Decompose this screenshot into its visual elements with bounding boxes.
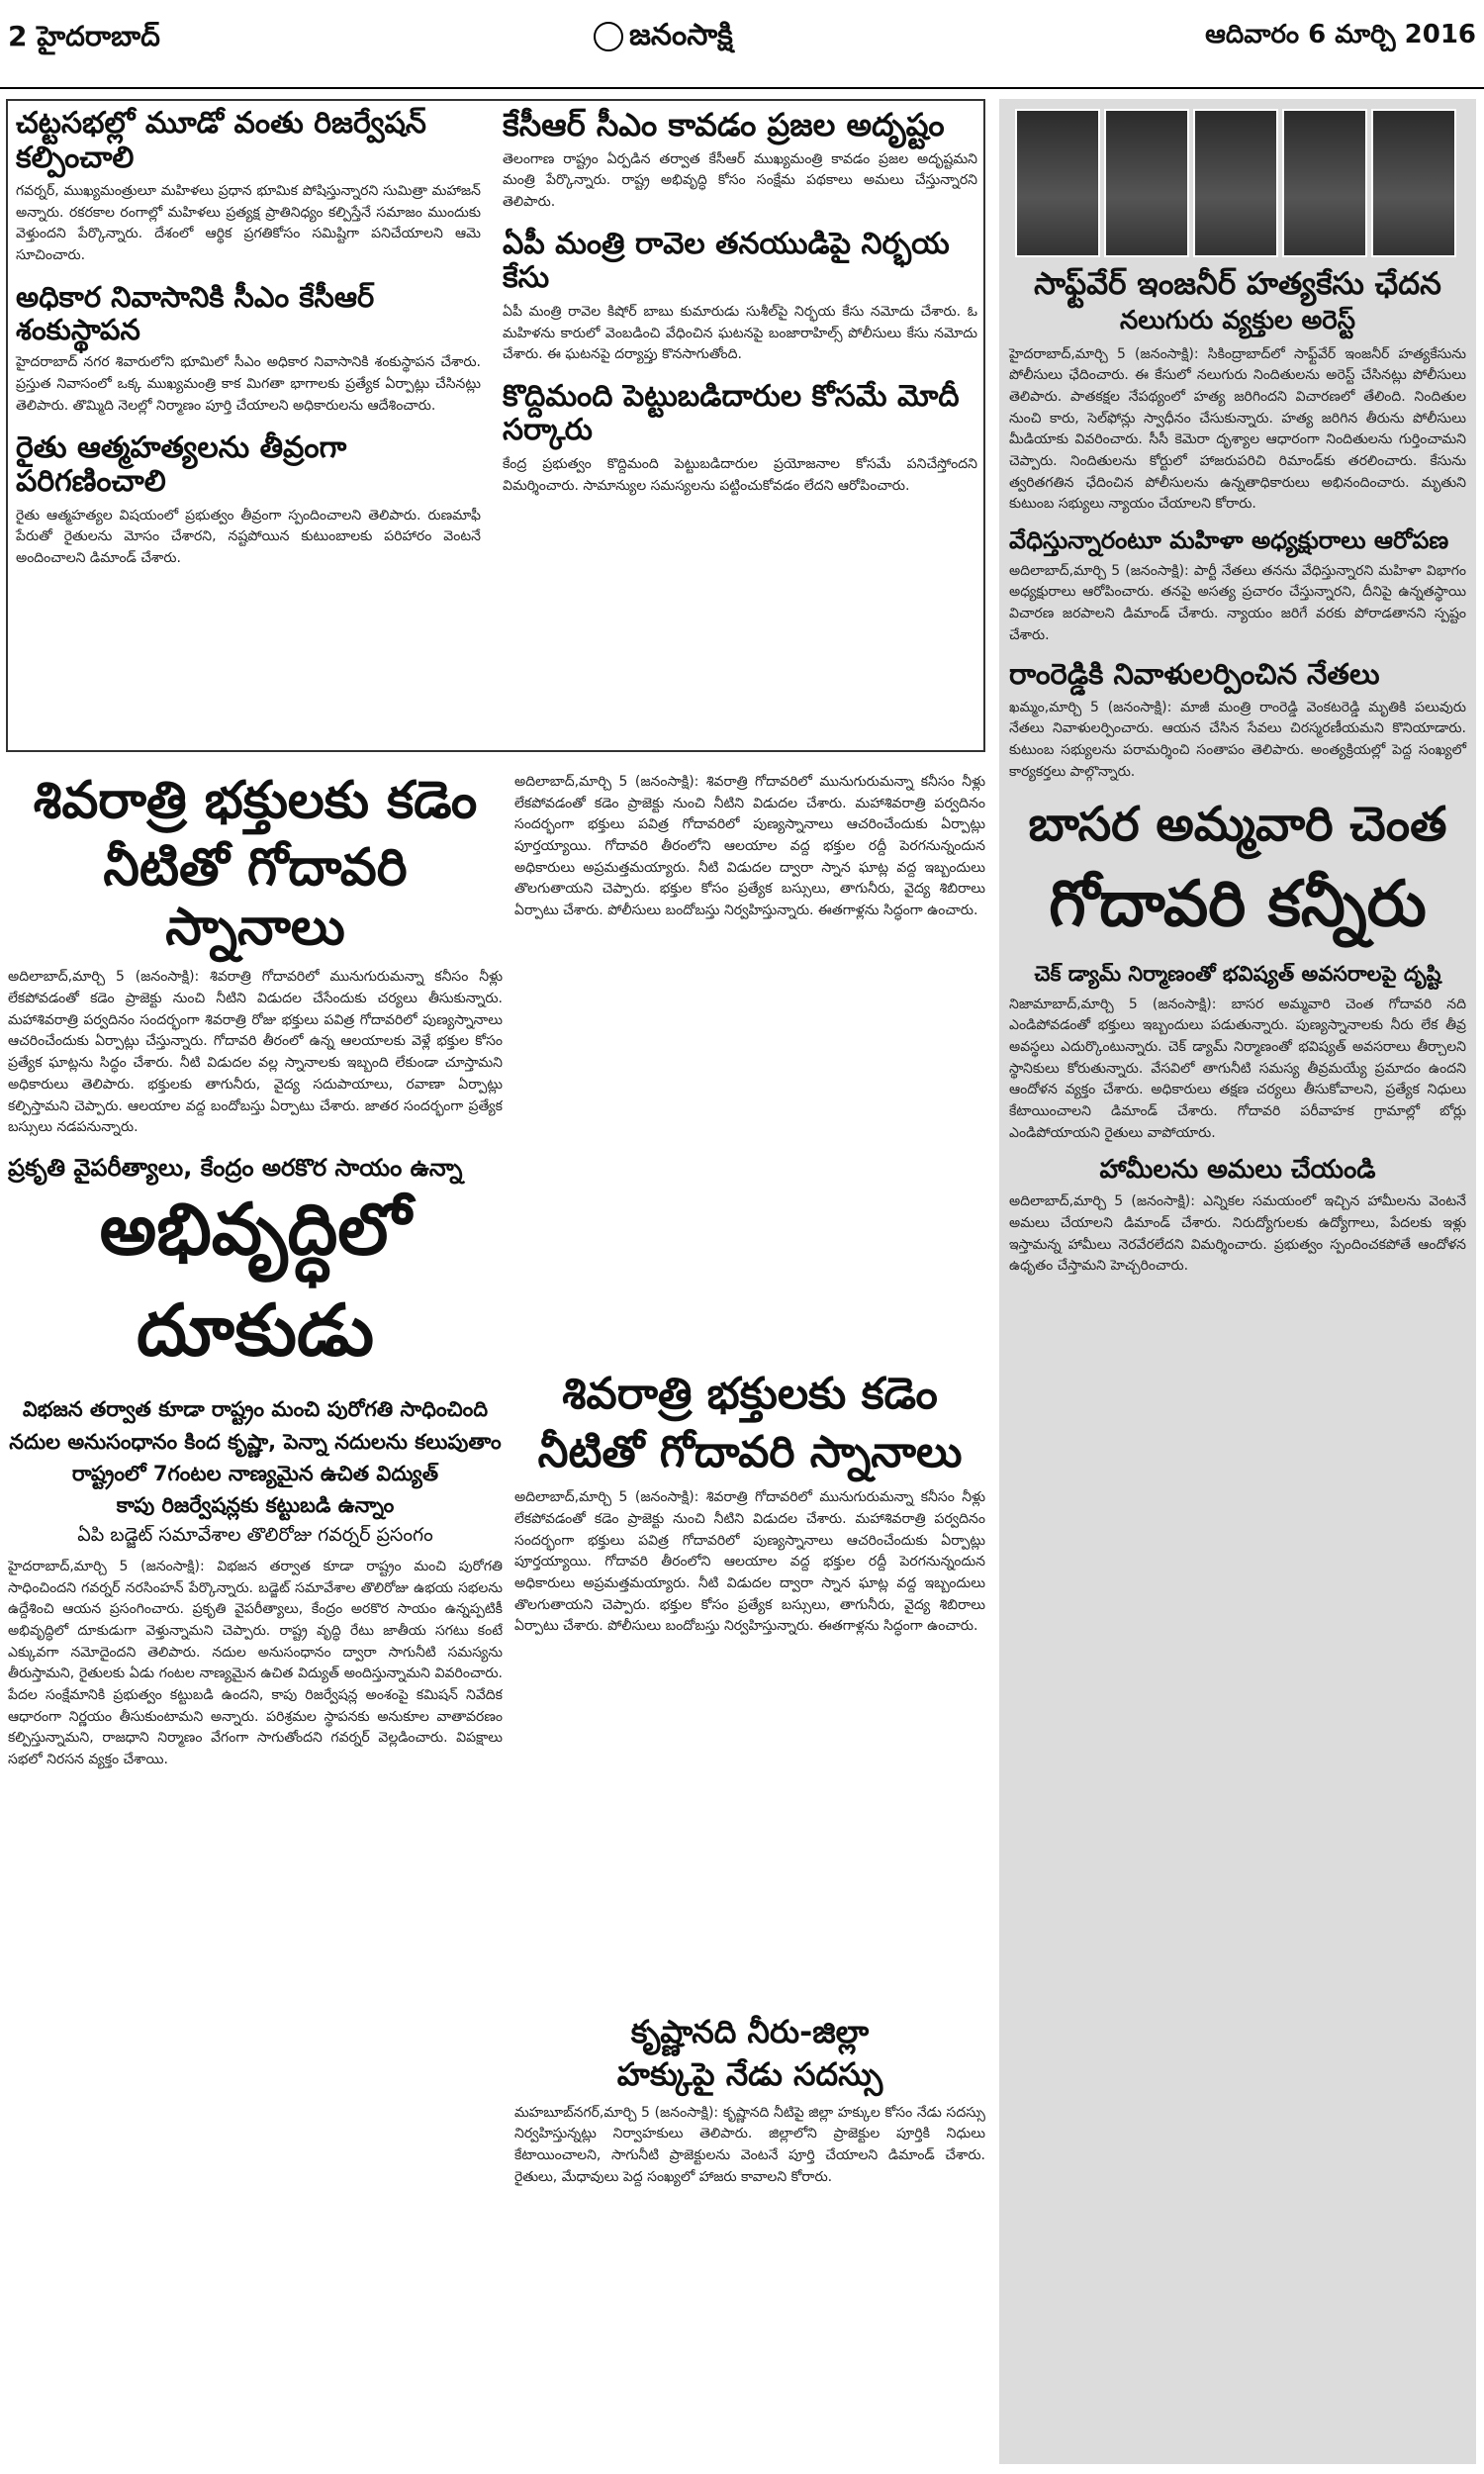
article-reservation: గవర్నర్, ముఖ్యమంత్రులూ మహిళలు ప్రధాన భూమిక పోషిస్తున్నారని సుమిత్రా మహాజన్ అన్నారు. రకరకాల రంగాల్లో మహిళలు ప్రత్యక్ష ప్రాతినిధ్యం కల్పిస్తేనే సమాజం ముందుకు వెళ్తుందని పేర్కొన్నారు. దేశంలో ఆర్థిక ప్రగతికోసం సమిష్టిగా పనిచేయాలని ఆమె సూచించారు. <box>16 183 481 264</box>
masthead <box>0 0 1484 89</box>
middle-column <box>514 772 985 2464</box>
headline-development: అభివృద్ధిలో దూకుడు <box>99 1188 412 1373</box>
article-nirbhaya-case: ఏపీ మంత్రి రావెల కిషోర్ బాబు కుమారుడు సుశీల్‌పై నిర్భయ కేసు నమోదు చేశారు. ఓ మహిళను కారులో వెంబడించి వేధించిన ఘటనపై బంజారాహిల్స్ పోలీసులు కేసు నమోదు చేశారు. ఈ ఘటనపై దర్యాప్తు కొనసాగుతోంది. <box>503 303 977 363</box>
headline-krishna-1: కృష్ణానది నీరు-జిల్లా <box>630 2013 870 2051</box>
headline-tribute: రాంరెడ్డికి నివాళులర్పించిన నేతలు <box>1009 657 1380 692</box>
headline-kcr-fortune: కేసీఆర్ సీఎం కావడం ప్రజల అదృష్టం <box>503 106 945 143</box>
brand-name: జనంసాక్షి <box>629 18 733 52</box>
subhead-rivers: నదుల అనుసంధానం కింద కృష్ణా, పెన్నా నదులను కలుపుతాం <box>9 1429 502 1454</box>
right-column <box>999 99 1476 2464</box>
suspect-photos <box>1015 109 1460 257</box>
kicker-development: ప్రకృతి వైపరీత్యాలు, కేంద్రం అరకొర సాయం ఉన్నా <box>8 1153 463 1182</box>
headline-reservation: చట్టసభల్లో మూడో వంతు రిజర్వేషన్ కల్పించాలి <box>16 106 426 175</box>
article-kcr-fortune: తెలంగాణ రాష్ట్రం ఏర్పడిన తర్వాత కేసీఆర్ ముఖ్యమంత్రి కావడం ప్రజల అదృష్టమని మంత్రి పేర్కొన్నారు. రాష్ట్ర అభివృద్ధి కోసం సంక్షేమ పథకాలు అమలు చేస్తున్నారని తెలిపారు. <box>503 150 977 211</box>
headline-shivaratri-mid-2: నీటితో గోదావరి స్నానాలు <box>537 1426 963 1477</box>
subhead-progress: విభజన తర్వాత కూడా రాష్ట్రం మంచి పురోగతి సాధించింది <box>22 1397 489 1422</box>
subhead-check-dam: చెక్ డ్యామ్ నిర్మాణంతో భవిష్యత్ అవసరాలపై దృష్టి <box>1034 962 1441 987</box>
article-modi-investors: కేంద్ర ప్రభుత్వం కొద్దిమంది పెట్టుబడిదారుల ప్రయోజనాల కోసమే పనిచేస్తోందని విమర్శించారు. సామాన్యుల సమస్యలను పట్టించుకోవడం లేదని ఆరోపించారు. <box>503 455 977 494</box>
article-tribute: ఖమ్మం,మార్చి 5 (జనంసాక్షి): మాజీ మంత్రి రాంరెడ్డి వెంకటరెడ్డి మృతికి పలువురు నేతలు నివాళులర్పించారు. ఆయన చేసిన సేవలు చిరస్మరణీయమని కొనియాడారు. కుటుంబ సభ్యులను పరామర్శించి సంతాపం తెలిపారు. అంత్యక్రియల్లో పెద్ద సంఖ్యలో కార్యకర్తలు పాల్గొన్నారు. <box>1009 699 1466 780</box>
article-basara: నిజామాబాద్,మార్చి 5 (జనంసాక్షి): బాసర అమ్మవారి చెంత గోదావరి నది ఎండిపోవడంతో భక్తులు ఇబ్బందులు పడుతున్నారు. పుణ్యస్నానాలకు నీరు లేక తీవ్ర అవస్థలు ఎదుర్కొంటున్నారు. చెక్ డ్యామ్ నిర్మాణంతో భవిష్యత్ అవసరాలు తీర్చాలని స్థానికులు కోరుతున్నారు. వేసవిలో తాగునీటి సమస్య తీవ్రమయ్యే ప్రమాదం ఉందని ఆందోళన వ్యక్తం చేశారు. అధికారులు తక్షణ చర్యలు తీసుకోవాలని, ప్రత్యేక నిధులు కేటాయించాలని డిమాండ్ చేశారు. గోదావరి పరీవాహక గ్రామాల్లో బోర్లు ఎండిపోయాయని రైతులు వాపోయారు. <box>1009 996 1466 1141</box>
page-number: 2 హైదరాబాద్ <box>8 20 160 52</box>
article-shivaratri-left: అదిలాబాద్,మార్చి 5 (జనంసాక్షి): శివరాత్రి గోదావరిలో మునుగురుమన్నా కనీసం నీళ్లు లేకపోవడంతో కడెం ప్రాజెక్టు నుంచి నీటిని విడుదల చేసేందుకు చర్యలు తీసుకున్నారు. మహాశివరాత్రి పర్వదినం సందర్భంగా శివరాత్రి రోజు భక్తులు పవిత్ర గోదావరిలో పుణ్యస్నానాలు ఆచరించేందుకు ఏర్పాట్లు చేస్తున్నారు. గోదావరి తీరంలో ఉన్న ఆలయాలకు వెళ్లే భక్తుల కోసం ప్రత్యేక ఘాట్లను సిద్ధం చేశారు. నీటి విడుదల వల్ల స్నానాలకు ఇబ్బంది లేకుండా చూస్తామని అధికారులు తెలిపారు. భక్తులకు తాగునీరు, వైద్య సదుపాయాలు, రవాణా ఏర్పాట్లు కల్పిస్తామని చెప్పారు. ఆలయాల వద్ద బందోబస్తు ఏర్పాటు చేశారు. జాతర సందర్భంగా ప్రత్యేక బస్సులు నడపనున్నారు. <box>8 969 503 1136</box>
top-right-column <box>503 107 977 497</box>
headline-nirbhaya-case: ఏపీ మంత్రి రావెల తనయుడిపై నిర్భయ కేసు <box>503 226 950 296</box>
headline-shivaratri-left-1: శివరాత్రి భక్తులకు కడెం <box>33 772 478 830</box>
headline-harassment: వేధిస్తున్నారంటూ మహిళా అధ్యక్షురాలు ఆరోపణ <box>1009 526 1449 555</box>
brand-logo-icon <box>594 22 623 51</box>
article-krishna: మహబూబ్‌నగర్,మార్చి 5 (జనంసాక్షి): కృష్ణానది నీటిపై జిల్లా హక్కుల కోసం నేడు సదస్సు నిర్వహిస్తున్నట్లు నిర్వాహకులు తెలిపారు. జిల్లాలోని ప్రాజెక్టుల పూర్తికి నిధులు కేటాయించాలని, సాగునీటి ప్రాజెక్టులను వెంటనే పూర్తి చేయాలని డిమాండ్ చేశారు. రైతులు, మేధావులు పెద్ద సంఖ్యలో హాజరు కావాలని కోరారు. <box>514 2104 985 2185</box>
left-column <box>8 772 503 2464</box>
article-governor-speech: హైదరాబాద్,మార్చి 5 (జనంసాక్షి): విభజన తర్వాత కూడా రాష్ట్రం మంచి పురోగతి సాధించిందని గవర్నర్ నరసింహన్ పేర్కొన్నారు. బడ్జెట్ సమావేశాల తొలిరోజు ఉభయ సభలను ఉద్దేశించి ఆయన ప్రసంగించారు. ప్రకృతి వైపరీత్యాలు, కేంద్రం అరకొర సాయం ఉన్నప్పటికీ అభివృద్ధిలో దూకుడుగా వెళ్తున్నామని చెప్పారు. రాష్ట్ర వృద్ధి రేటు జాతీయ సగటు కంటే ఎక్కువగా నమోదైందని తెలిపారు. నదుల అనుసంధానం ద్వారా సాగునీటి సమస్యను తీరుస్తామని, రైతులకు ఏడు గంటల నాణ్యమైన ఉచిత విద్యుత్ అందిస్తున్నామని వివరించారు. పేదల సంక్షేమానికి ప్రభుత్వం కట్టుబడి ఉందని, కాపు రిజర్వేషన్ల అంశంపై కమిషన్ నివేదిక ఆధారంగా నిర్ణయం తీసుకుంటామని అన్నారు. పరిశ్రమల స్థాపనకు అనుకూల వాతావరణం కల్పిస్తున్నామని, రాజధాని నిర్మాణం వేగంగా సాగుతోందని గవర్నర్ వెల్లడించారు. విపక్షాలు సభలో నిరసన వ్యక్తం చేశాయి. <box>8 1558 503 1768</box>
article-software-murder: హైదరాబాద్,మార్చి 5 (జనంసాక్షి): సికింద్రాబాద్‌లో సాఫ్ట్‌వేర్ ఇంజనీర్ హత్యకేసును పోలీసులు ఛేదించారు. ఈ కేసులో నలుగురు నిందితులను అరెస్ట్ చేసినట్లు పోలీసులు తెలిపారు. పాతకక్షల నేపథ్యంలో హత్య జరిగిందని విచారణలో తేలింది. నిందితుల నుంచి కారు, సెల్‌ఫోన్లు స్వాధీనం చేసుకున్నారు. హత్య జరిగిన తీరును పోలీసులు మీడియాకు వివరించారు. సీసీ కెమెరా దృశ్యాల ఆధారంగా నిందితులను గుర్తించామని చెప్పారు. నిందితులను కోర్టులో హాజరుపరిచి రిమాండ్‌కు తరలించారు. కేసును త్వరితగతిన ఛేదించిన పోలీసులను ఉన్నతాధికారులు అభినందించారు. మృతుని కుటుంబ సభ్యులు న్యాయం చేయాలని కోరారు. <box>1009 345 1466 513</box>
photo-suspect-5 <box>1371 109 1456 257</box>
top-news-box <box>6 99 985 752</box>
article-shivaratri-mid: అదిలాబాద్,మార్చి 5 (జనంసాక్షి): శివరాత్రి గోదావరిలో మునుగురుమన్నా కనీసం నీళ్లు లేకపోవడంతో కడెం ప్రాజెక్టు నుంచి నీటిని విడుదల చేశారు. మహాశివరాత్రి పర్వదినం సందర్భంగా భక్తులు పవిత్ర గోదావరిలో పుణ్యస్నానాలు ఆచరించేందుకు ఏర్పాట్లు పూర్తయ్యాయి. గోదావరి తీరంలోని ఆలయాల వద్ద భక్తుల రద్దీ పెరగనున్నందున అధికారులు అప్రమత్తమయ్యారు. నీటి విడుదల ద్వారా స్నాన ఘాట్ల వద్ద ఇబ్బందులు తొలగుతాయని చెప్పారు. భక్తుల కోసం ప్రత్యేక బస్సులు, తాగునీరు, వైద్య శిబిరాలు ఏర్పాటు చేశారు. పోలీసులు బందోబస్తు నిర్వహిస్తున్నారు. ఈతగాళ్లను సిద్ధంగా ఉంచారు. <box>514 1489 985 1635</box>
headline-modi-investors: కొద్దిమంది పెట్టుబడిదారుల కోసమే మోదీ సర్కారు <box>503 378 960 448</box>
headline-farmer-suicides: రైతు ఆత్మహత్యలను తీవ్రంగా పరిగణించాలి <box>16 429 347 499</box>
headline-shivaratri-mid-1: శివరాత్రి భక్తులకు కడెం <box>562 1369 938 1419</box>
headline-basara-1: బాసర అమ్మవారి చెంత <box>1028 797 1447 853</box>
headline-shivaratri-left-2: నీటితో గోదావరి స్నానాలు <box>103 837 408 957</box>
headline-cm-residence: అధికార నివాసానికి సీఎం కేసీఆర్ శంకుస్థాపన <box>16 279 375 347</box>
headline-basara-2: గోదావరి కన్నీరు <box>1049 868 1427 942</box>
photo-suspect-2 <box>1104 109 1189 257</box>
article-promises: అదిలాబాద్,మార్చి 5 (జనంసాక్షి): ఎన్నికల సమయంలో ఇచ్చిన హామీలను వెంటనే అమలు చేయాలని డిమాండ్ చేశారు. నిరుద్యోగులకు ఉద్యోగాలు, పేదలకు ఇళ్లు ఇస్తామన్న హామీలు నెరవేరలేదని విమర్శించారు. ప్రభుత్వం స్పందించకపోతే ఆందోళన ఉధృతం చేస్తామని హెచ్చరించారు. <box>1009 1193 1466 1275</box>
issue-date: ఆదివారం 6 మార్చి 2016 <box>1205 20 1476 49</box>
top-left-column <box>16 107 481 570</box>
article-harassment: అదిలాబాద్,మార్చి 5 (జనంసాక్షి): పార్టీ నేతలు తనను వేధిస్తున్నారని మహిళా విభాగం అధ్యక్షురాలు ఆరోపించారు. తనపై అసత్య ప్రచారం చేస్తున్నారని, దీనిపై ఉన్నతస్థాయి విచారణ జరపాలని డిమాండ్ చేశారు. న్యాయం జరిగే వరకు పోరాడతానని స్పష్టం చేశారు. <box>1009 562 1466 643</box>
article-farmer-suicides: రైతు ఆత్మహత్యల విషయంలో ప్రభుత్వం తీవ్రంగా స్పందించాలని తెలిపారు. రుణమాఫీ పేరుతో రైతులను మోసం చేశారని, నష్టపోయిన కుటుంబాలకు పరిహారం వెంటనే అందించాలని డిమాండ్ చేశారు. <box>16 507 481 566</box>
photo-suspect-1 <box>1015 109 1100 257</box>
brand <box>594 18 733 59</box>
article-cm-residence: హైదరాబాద్ నగర శివారులోని భూమిలో సీఎం అధికార నివాసానికి శంకుస్థాపన చేశారు. ప్రస్తుత నివాసంలో ఒక్క ముఖ్యమంత్రి కాక మిగతా భాగాలకు ప్రత్యేక ఏర్పాట్లు చేసినట్లు తెలిపారు. తొమ్మిది నెలల్లో నిర్మాణం పూర్తి చేయాలని అధికారులను ఆదేశించారు. <box>16 354 481 414</box>
subhead-electricity: రాష్ట్రంలో 7గంటల నాణ్యమైన ఉచిత విద్యుత్ <box>71 1461 439 1485</box>
photo-suspect-4 <box>1282 109 1367 257</box>
subhead-arrest: నలుగురు వ్యక్తుల అరెస్ట్ <box>1120 305 1355 335</box>
headline-promises: హామీలను అమలు చేయండి <box>1099 1155 1376 1186</box>
subhead-kapu: కాపు రిజర్వేషన్లకు కట్టుబడి ఉన్నాం <box>116 1492 395 1517</box>
headline-software-murder: సాఫ్ట్‌వేర్ ఇంజనీర్ హత్యకేసు ఛేదన <box>1034 266 1441 302</box>
headline-krishna-2: హక్కుపై నేడు సదస్సు <box>616 2054 883 2093</box>
photo-suspect-3 <box>1193 109 1278 257</box>
right-top-stack <box>1009 267 1466 1278</box>
article-continuation: అదిలాబాద్,మార్చి 5 (జనంసాక్షి): శివరాత్రి గోదావరిలో మునుగురుమన్నా కనీసం నీళ్లు లేకపోవడంతో కడెం ప్రాజెక్టు నుంచి నీటిని విడుదల చేశారు. మహాశివరాత్రి పర్వదినం సందర్భంగా భక్తులు పవిత్ర గోదావరిలో పుణ్యస్నానాలు ఆచరించేందుకు ఏర్పాట్లు పూర్తయ్యాయి. గోదావరి తీరంలోని ఆలయాల వద్ద భక్తుల రద్దీ పెరగనున్నందున అధికారులు అప్రమత్తమయ్యారు. నీటి విడుదల ద్వారా స్నాన ఘాట్ల వద్ద ఇబ్బందులు తొలగుతాయని చెప్పారు. భక్తుల కోసం ప్రత్యేక బస్సులు, తాగునీరు, వైద్య శిబిరాలు ఏర్పాటు చేశారు. పోలీసులు బందోబస్తు నిర్వహిస్తున్నారు. ఈతగాళ్లను సిద్ధంగా ఉంచారు. <box>514 774 985 919</box>
subhead-governor: ఏపి బడ్జెట్ సమావేశాల తొలిరోజు గవర్నర్ ప్రసంగం <box>77 1524 433 1547</box>
